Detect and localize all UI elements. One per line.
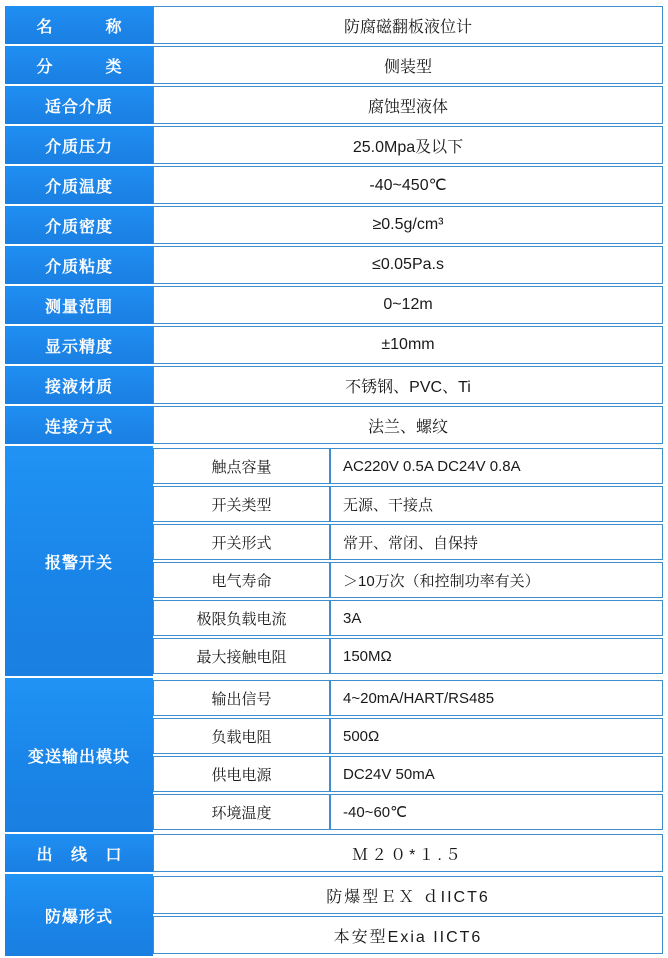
row-value-medium: 腐蚀型液体 bbox=[153, 86, 663, 124]
group-label-alarm-switch: 报警开关 bbox=[5, 446, 153, 676]
row-value-temperature: -40~450℃ bbox=[153, 166, 663, 204]
table-row bbox=[5, 246, 663, 284]
table-row bbox=[5, 834, 663, 872]
sub-value-load-resistance: 500Ω bbox=[330, 718, 663, 754]
row-value-category: 侧装型 bbox=[153, 46, 663, 84]
row-label-medium: 适合介质 bbox=[5, 86, 153, 124]
group-row-explosion-proof bbox=[5, 874, 663, 956]
table-row bbox=[153, 562, 663, 598]
explosion-proof-table bbox=[153, 874, 663, 956]
row-value-name: 防腐磁翻板液位计 bbox=[153, 6, 663, 44]
sub-label-limit-load-current: 极限负载电流 bbox=[153, 600, 330, 636]
table-row bbox=[5, 46, 663, 84]
table-row bbox=[153, 916, 663, 954]
sub-value-switch-type: 无源、干接点 bbox=[330, 486, 663, 522]
table-row bbox=[153, 794, 663, 830]
sub-value-output-signal: 4~20mA/HART/RS485 bbox=[330, 680, 663, 716]
sub-value-contact-capacity: AC220V 0.5A DC24V 0.8A bbox=[330, 448, 663, 484]
row-value-accuracy: ±10mm bbox=[153, 326, 663, 364]
sub-label-load-resistance: 负载电阻 bbox=[153, 718, 330, 754]
row-value-density: ≥0.5g/cm³ bbox=[153, 206, 663, 244]
table-row bbox=[153, 876, 663, 914]
sub-label-contact-capacity: 触点容量 bbox=[153, 448, 330, 484]
sub-value-ambient-temperature: -40~60℃ bbox=[330, 794, 663, 830]
table-row bbox=[153, 718, 663, 754]
table-body bbox=[5, 6, 663, 956]
sub-value-switch-form: 常开、常闭、自保持 bbox=[330, 524, 663, 560]
row-label-accuracy: 显示精度 bbox=[5, 326, 153, 364]
table-row bbox=[5, 286, 663, 324]
table-row bbox=[153, 448, 663, 484]
transmitter-module-table bbox=[153, 678, 663, 832]
specification-table bbox=[5, 4, 663, 958]
sub-value-limit-load-current: 3A bbox=[330, 600, 663, 636]
group-row-transmitter-module bbox=[5, 678, 663, 832]
table-row bbox=[5, 126, 663, 164]
row-value-connection: 法兰、螺纹 bbox=[153, 406, 663, 444]
sub-label-electrical-life: 电气寿命 bbox=[153, 562, 330, 598]
row-label-category: 分 类 bbox=[5, 46, 153, 84]
group-row-alarm-switch bbox=[5, 446, 663, 676]
table-row bbox=[153, 524, 663, 560]
sub-label-power-supply: 供电电源 bbox=[153, 756, 330, 792]
alarm-switch-table bbox=[153, 446, 663, 676]
row-label-temperature: 介质温度 bbox=[5, 166, 153, 204]
table-row bbox=[5, 366, 663, 404]
sub-value-max-contact-resistance: 150MΩ bbox=[330, 638, 663, 674]
row-label-viscosity: 介质粘度 bbox=[5, 246, 153, 284]
sub-value-electrical-life: ＞10万次（和控制功率有关） bbox=[330, 562, 663, 598]
sub-label-ambient-temperature: 环境温度 bbox=[153, 794, 330, 830]
row-value-pressure: 25.0Mpa及以下 bbox=[153, 126, 663, 164]
table-row bbox=[153, 638, 663, 674]
group-content-explosion-proof bbox=[153, 874, 663, 956]
row-label-name: 名 称 bbox=[5, 6, 153, 44]
row-value-wetted-material: 不锈钢、PVC、Ti bbox=[153, 366, 663, 404]
group-content-alarm-switch bbox=[153, 446, 663, 676]
sub-label-max-contact-resistance: 最大接触电阻 bbox=[153, 638, 330, 674]
sub-label-output-signal: 输出信号 bbox=[153, 680, 330, 716]
row-label-density: 介质密度 bbox=[5, 206, 153, 244]
table-row bbox=[153, 600, 663, 636]
table-row bbox=[5, 206, 663, 244]
table-row bbox=[153, 756, 663, 792]
table-row bbox=[5, 406, 663, 444]
row-label-range: 测量范围 bbox=[5, 286, 153, 324]
row-label-outlet: 出 线 口 bbox=[5, 834, 153, 872]
sub-value-power-supply: DC24V 50mA bbox=[330, 756, 663, 792]
row-value-range: 0~12m bbox=[153, 286, 663, 324]
row-value-outlet: Ｍ２０*１.５ bbox=[153, 834, 663, 872]
explosion-proof-value-2: 本安型Exia IICT6 bbox=[153, 916, 663, 954]
sub-label-switch-type: 开关类型 bbox=[153, 486, 330, 522]
table-row bbox=[5, 326, 663, 364]
row-label-pressure: 介质压力 bbox=[5, 126, 153, 164]
sub-label-switch-form: 开关形式 bbox=[153, 524, 330, 560]
row-label-connection: 连接方式 bbox=[5, 406, 153, 444]
table-row bbox=[153, 680, 663, 716]
row-label-wetted-material: 接液材质 bbox=[5, 366, 153, 404]
explosion-proof-value-1: 防爆型ＥＸ ｄIICT6 bbox=[153, 876, 663, 914]
table-row bbox=[153, 486, 663, 522]
table-row bbox=[5, 166, 663, 204]
row-value-viscosity: ≤0.05Pa.s bbox=[153, 246, 663, 284]
table-row bbox=[5, 6, 663, 44]
table-row bbox=[5, 86, 663, 124]
group-content-transmitter-module bbox=[153, 678, 663, 832]
group-label-explosion-proof: 防爆形式 bbox=[5, 874, 153, 956]
group-label-transmitter-module: 变送输出模块 bbox=[5, 678, 153, 832]
